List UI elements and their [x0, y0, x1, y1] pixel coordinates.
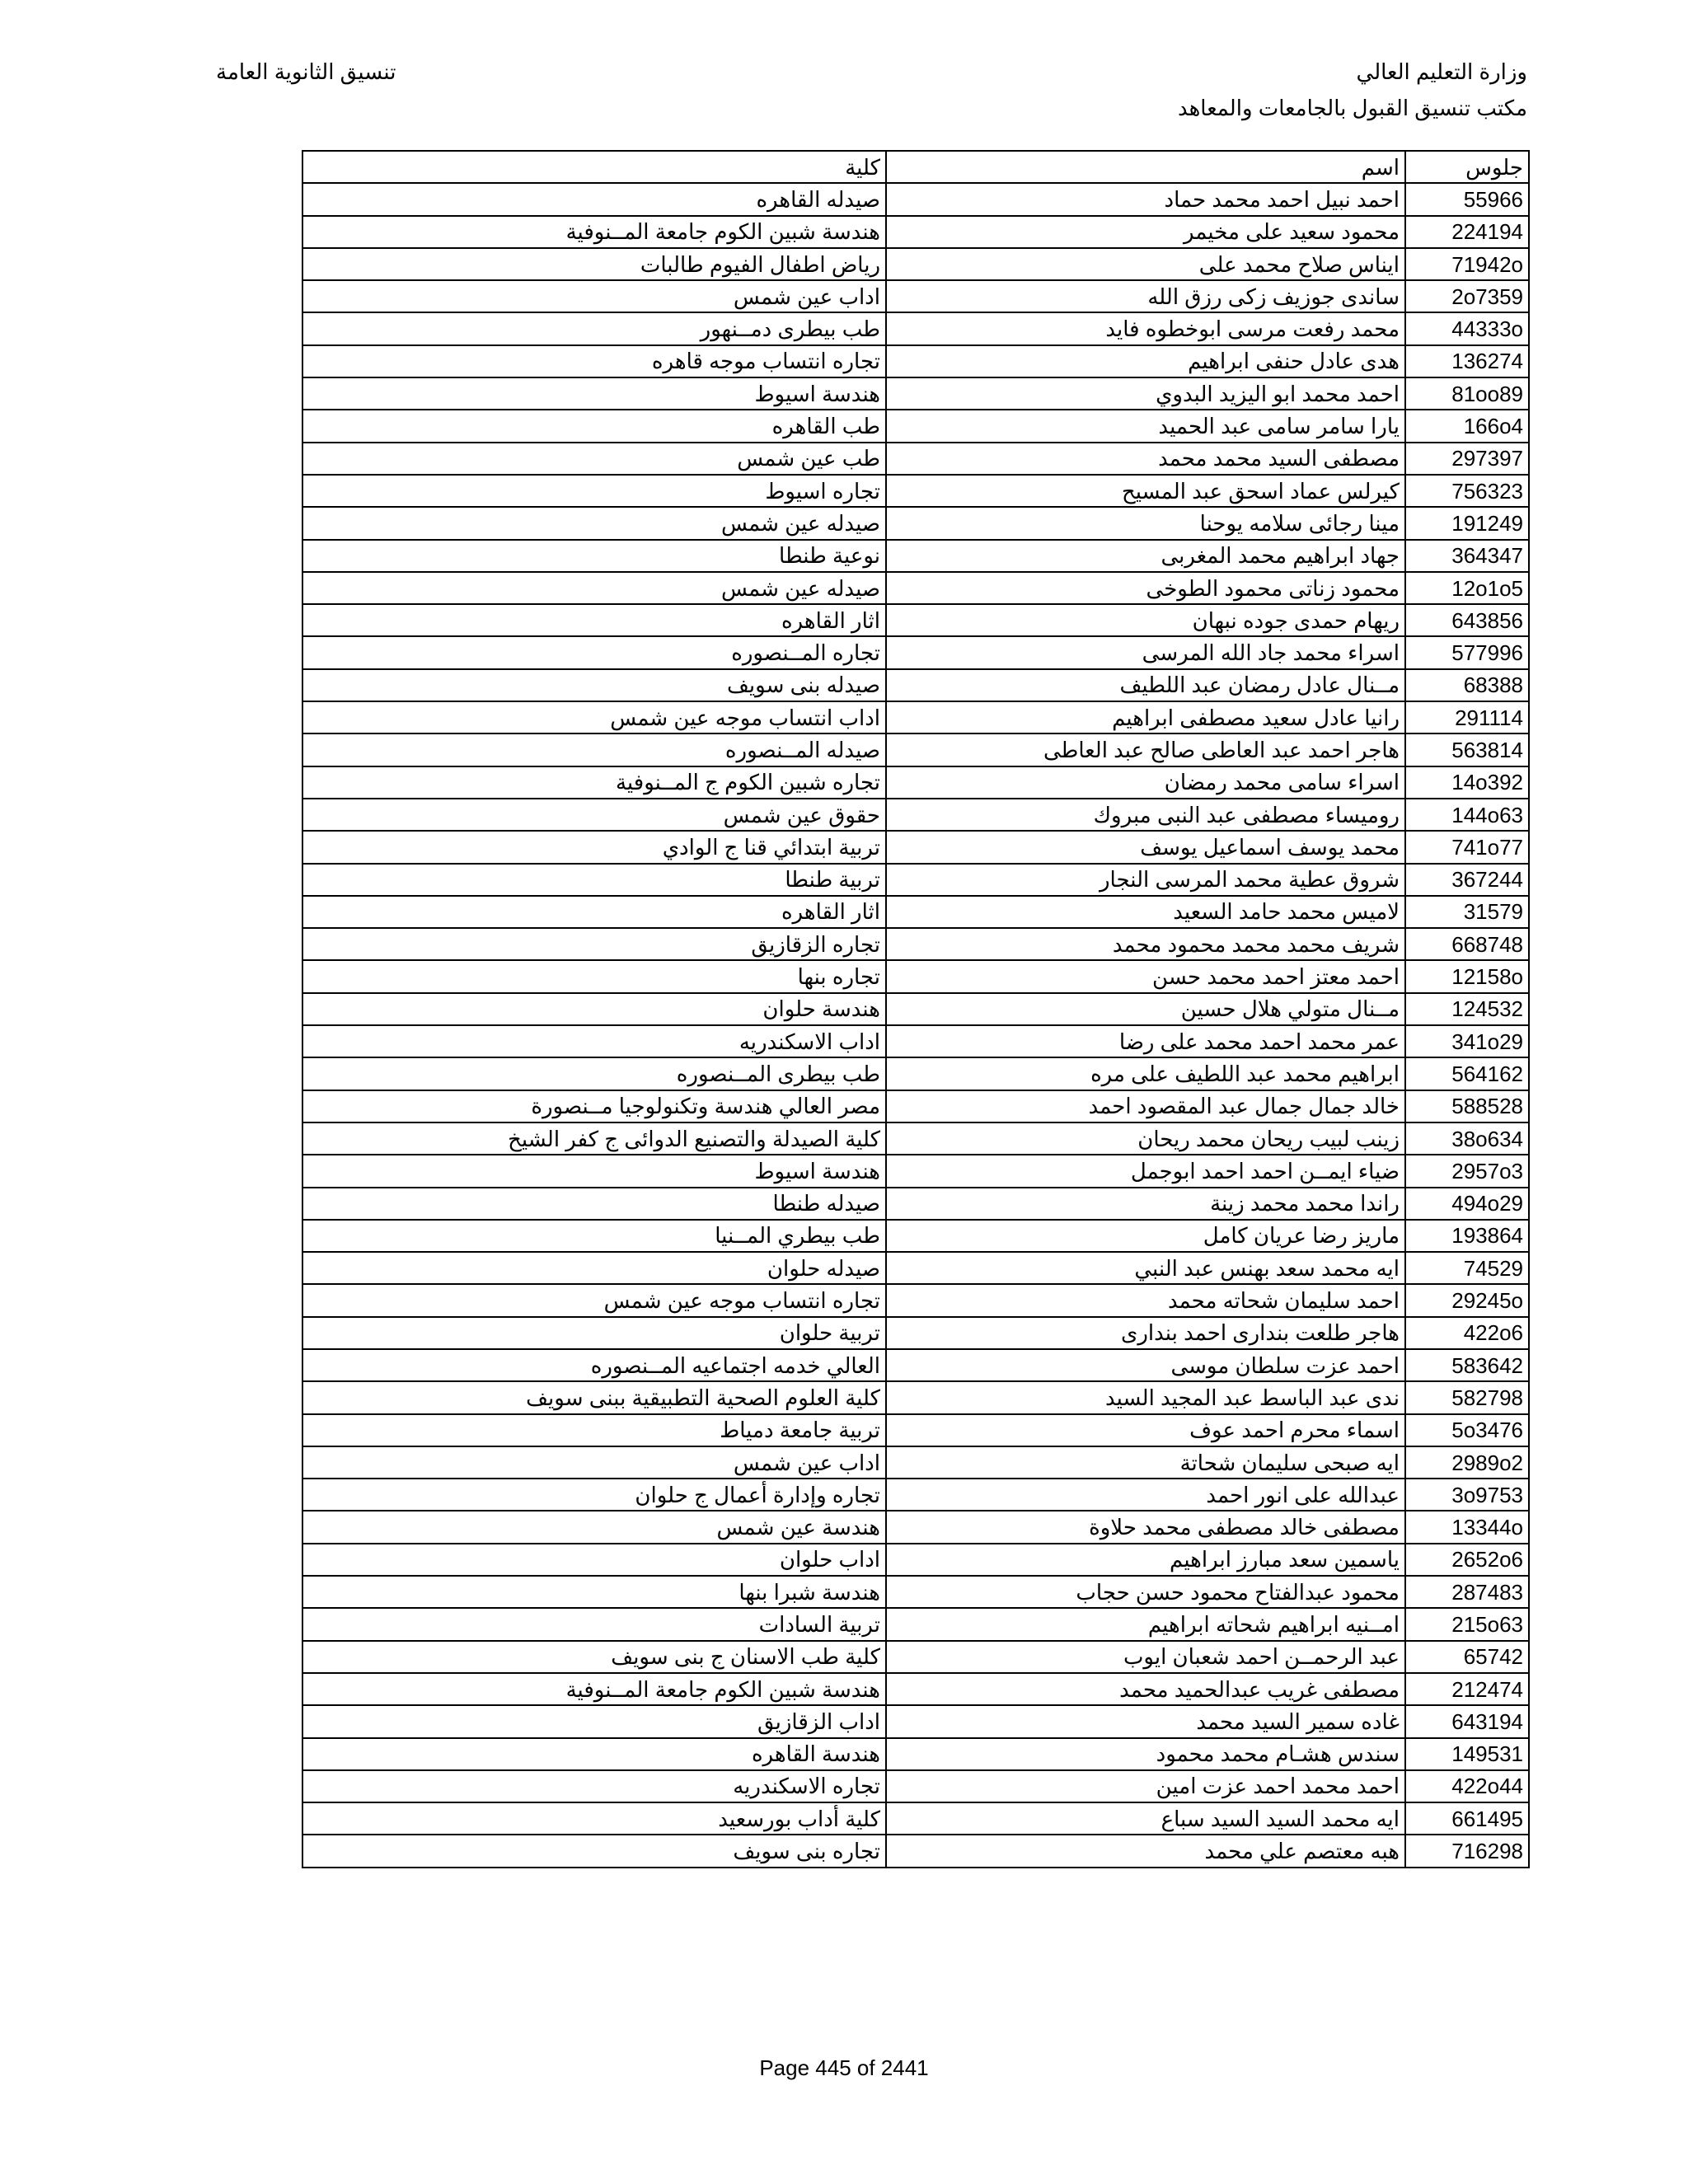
table-row	[302, 1381, 1529, 1413]
table-row	[302, 636, 1529, 668]
cell-student-name: احمد معتز احمد محمد حسن	[886, 960, 1405, 992]
cell-faculty: تربية طنطا	[302, 864, 886, 896]
cell-faculty: تجاره انتساب موجه عين شمس	[302, 1284, 886, 1316]
cell-faculty: مصر العالي هندسة وتكنولوجيا مــنصورة	[302, 1090, 886, 1122]
table-row	[302, 831, 1529, 863]
column-header-faculty: كلية	[302, 151, 886, 183]
cell-student-name: هبه معتصم علي محمد	[886, 1835, 1405, 1867]
cell-student-name: يارا سامر سامى عبد الحميد	[886, 410, 1405, 442]
cell-seat-number: 144o63	[1405, 799, 1529, 831]
cell-faculty: هندسة اسيوط	[302, 377, 886, 410]
cell-student-name: راندا محمد محمد زينة	[886, 1188, 1405, 1220]
cell-faculty: نوعية طنطا	[302, 540, 886, 572]
cell-faculty: هندسة عين شمس	[302, 1511, 886, 1543]
table-row	[302, 1155, 1529, 1187]
cell-student-name: محمود زناتى محمود الطوخى	[886, 572, 1405, 604]
cell-student-name: مــنال عادل رمضان عبد اللطيف	[886, 669, 1405, 701]
table-row	[302, 604, 1529, 636]
cell-faculty: هندسة حلوان	[302, 993, 886, 1025]
table-row	[302, 766, 1529, 799]
cell-seat-number: 44333o	[1405, 312, 1529, 344]
table-row	[302, 1252, 1529, 1284]
cell-faculty: كلية العلوم الصحية التطبيقية ببنى سويف	[302, 1381, 886, 1413]
cell-student-name: روميساء مصطفى عبد النبى مبروك	[886, 799, 1405, 831]
cell-faculty: هندسة اسيوط	[302, 1155, 886, 1187]
cell-student-name: محمد يوسف اسماعيل يوسف	[886, 831, 1405, 863]
cell-faculty: تربية حلوان	[302, 1317, 886, 1349]
cell-faculty: هندسة شبين الكوم جامعة المــنوفية	[302, 1673, 886, 1705]
cell-seat-number: 756323	[1405, 475, 1529, 507]
cell-seat-number: 212474	[1405, 1673, 1529, 1705]
table-row	[302, 1576, 1529, 1608]
cell-faculty: اثار القاهره	[302, 604, 886, 636]
cell-seat-number: 149531	[1405, 1738, 1529, 1770]
table-row	[302, 1770, 1529, 1802]
cell-student-name: احمد نبيل احمد محمد حماد	[886, 183, 1405, 215]
cell-seat-number: 191249	[1405, 507, 1529, 539]
table-row	[302, 1608, 1529, 1640]
cell-student-name: ايه محمد سعد بهنس عبد النبي	[886, 1252, 1405, 1284]
cell-faculty: تجاره المــنصوره	[302, 636, 886, 668]
cell-seat-number: 287483	[1405, 1576, 1529, 1608]
cell-faculty: صيدله عين شمس	[302, 572, 886, 604]
cell-student-name: غاده سمير السيد محمد	[886, 1705, 1405, 1737]
cell-faculty: تربية ابتدائي قنا ج الوادي	[302, 831, 886, 863]
cell-seat-number: 422o6	[1405, 1317, 1529, 1349]
cell-student-name: محمود عبدالفتاح محمود حسن حجاب	[886, 1576, 1405, 1608]
cell-faculty: تجاره اسيوط	[302, 475, 886, 507]
table-row	[302, 993, 1529, 1025]
table-row	[302, 540, 1529, 572]
cell-seat-number: 12158o	[1405, 960, 1529, 992]
cell-seat-number: 422o44	[1405, 1770, 1529, 1802]
cell-faculty: تجاره الزقازيق	[302, 928, 886, 960]
cell-student-name: ايناس صلاح محمد على	[886, 248, 1405, 280]
cell-student-name: مينا رجائى سلامه يوحنا	[886, 507, 1405, 539]
cell-faculty: اداب حلوان	[302, 1544, 886, 1576]
table-row	[302, 1673, 1529, 1705]
cell-faculty: صيدله القاهره	[302, 183, 886, 215]
table-row	[302, 1025, 1529, 1057]
cell-faculty: تجاره الاسكندريه	[302, 1770, 886, 1802]
cell-faculty: كلية أداب بورسعيد	[302, 1802, 886, 1835]
cell-student-name: عمر محمد احمد محمد على رضا	[886, 1025, 1405, 1057]
cell-seat-number: 367244	[1405, 864, 1529, 896]
cell-student-name: رانيا عادل سعيد مصطفى ابراهيم	[886, 701, 1405, 733]
cell-student-name: سندس هشـام محمد محمود	[886, 1738, 1405, 1770]
cell-seat-number: 494o29	[1405, 1188, 1529, 1220]
cell-student-name: ريهام حمدى جوده نبهان	[886, 604, 1405, 636]
table-row	[302, 1835, 1529, 1867]
table-row	[302, 1284, 1529, 1316]
cell-student-name: خالد جمال جمال عبد المقصود احمد	[886, 1090, 1405, 1122]
cell-faculty: تجاره بنى سويف	[302, 1835, 886, 1867]
table-row	[302, 896, 1529, 928]
cell-student-name: زينب لبيب ريحان محمد ريحان	[886, 1122, 1405, 1155]
cell-faculty: صيدله المــنصوره	[302, 733, 886, 766]
cell-student-name: ضياء ايمــن احمد احمد ابوجمل	[886, 1155, 1405, 1187]
cell-seat-number: 583642	[1405, 1349, 1529, 1381]
cell-student-name: عبدالله على انور احمد	[886, 1479, 1405, 1511]
cell-faculty: صيدله بنى سويف	[302, 669, 886, 701]
table-row	[302, 1738, 1529, 1770]
cell-seat-number: 124532	[1405, 993, 1529, 1025]
cell-student-name: مــنال متولي هلال حسين	[886, 993, 1405, 1025]
cell-faculty: تجاره شبين الكوم ج المــنوفية	[302, 766, 886, 799]
cell-seat-number: 716298	[1405, 1835, 1529, 1867]
cell-student-name: مصطفى السيد محمد محمد	[886, 443, 1405, 475]
cell-student-name: مصطفى غريب عبدالحميد محمد	[886, 1673, 1405, 1705]
cell-faculty: كلية الصيدلة والتصنيع الدوائى ج كفر الشيخ	[302, 1122, 886, 1155]
cell-seat-number: 31579	[1405, 896, 1529, 928]
cell-seat-number: 193864	[1405, 1220, 1529, 1252]
table-row	[302, 669, 1529, 701]
table-row	[302, 1090, 1529, 1122]
cell-student-name: ايه صبحى سليمان شحاتة	[886, 1446, 1405, 1479]
cell-student-name: هاجر احمد عبد العاطى صالح عبد العاطى	[886, 733, 1405, 766]
cell-student-name: اسماء محرم احمد عوف	[886, 1414, 1405, 1446]
cell-faculty: تربية جامعة دمياط	[302, 1414, 886, 1446]
cell-student-name: ماريز رضا عريان كامل	[886, 1220, 1405, 1252]
table-row	[302, 864, 1529, 896]
cell-seat-number: 588528	[1405, 1090, 1529, 1122]
cell-faculty: اداب عين شمس	[302, 1446, 886, 1479]
cell-seat-number: 136274	[1405, 345, 1529, 377]
cell-seat-number: 81oo89	[1405, 377, 1529, 410]
cell-seat-number: 166o4	[1405, 410, 1529, 442]
table-row	[302, 1446, 1529, 1479]
table-row	[302, 280, 1529, 312]
cell-seat-number: 29245o	[1405, 1284, 1529, 1316]
table-row	[302, 1349, 1529, 1381]
cell-student-name: مصطفى خالد مصطفى محمد حلاوة	[886, 1511, 1405, 1543]
cell-faculty: تجاره انتساب موجه قاهره	[302, 345, 886, 377]
cell-student-name: امــنيه ابراهيم شحاته ابراهيم	[886, 1608, 1405, 1640]
column-header-id: جلوس	[1405, 151, 1529, 183]
cell-seat-number: 224194	[1405, 216, 1529, 248]
table-row	[302, 443, 1529, 475]
cell-seat-number: 2o7359	[1405, 280, 1529, 312]
cell-seat-number: 74529	[1405, 1252, 1529, 1284]
cell-student-name: ساندى جوزيف زكى رزق الله	[886, 280, 1405, 312]
table-row	[302, 928, 1529, 960]
table-row	[302, 1705, 1529, 1737]
cell-student-name: احمد محمد احمد عزت امين	[886, 1770, 1405, 1802]
ministry-title: وزارة التعليم العالي	[1356, 59, 1527, 84]
cell-student-name: محمود سعيد على مخيمر	[886, 216, 1405, 248]
cell-student-name: اسراء سامى محمد رمضان	[886, 766, 1405, 799]
cell-student-name: محمد رفعت مرسى ابوخطوه فايد	[886, 312, 1405, 344]
cell-faculty: تجاره بنها	[302, 960, 886, 992]
table-row	[302, 312, 1529, 344]
column-header-name: اسم	[886, 151, 1405, 183]
table-row	[302, 1414, 1529, 1446]
cell-faculty: اداب الزقازيق	[302, 1705, 886, 1737]
cell-faculty: اداب عين شمس	[302, 280, 886, 312]
table-row	[302, 475, 1529, 507]
cell-student-name: عبد الرحمــن احمد شعبان ايوب	[886, 1641, 1405, 1673]
cell-seat-number: 71942o	[1405, 248, 1529, 280]
cell-seat-number: 364347	[1405, 540, 1529, 572]
cell-student-name: ياسمين سعد مبارز ابراهيم	[886, 1544, 1405, 1576]
cell-seat-number: 5o3476	[1405, 1414, 1529, 1446]
cell-seat-number: 643194	[1405, 1705, 1529, 1737]
cell-faculty: حقوق عين شمس	[302, 799, 886, 831]
cell-faculty: طب القاهره	[302, 410, 886, 442]
table-row	[302, 1188, 1529, 1220]
cell-seat-number: 2652o6	[1405, 1544, 1529, 1576]
table-row	[302, 345, 1529, 377]
table-row	[302, 507, 1529, 539]
results-table	[302, 150, 1530, 1868]
cell-seat-number: 13344o	[1405, 1511, 1529, 1543]
cell-seat-number: 297397	[1405, 443, 1529, 475]
cell-faculty: صيدله عين شمس	[302, 507, 886, 539]
table-row	[302, 216, 1529, 248]
cell-faculty: رياض اطفال الفيوم طالبات	[302, 248, 886, 280]
cell-student-name: شروق عطية محمد المرسى النجار	[886, 864, 1405, 896]
cell-student-name: شريف محمد محمد محمود محمد	[886, 928, 1405, 960]
cell-seat-number: 38o634	[1405, 1122, 1529, 1155]
table-row	[302, 183, 1529, 215]
cell-faculty: كلية طب الاسنان ج بنى سويف	[302, 1641, 886, 1673]
cell-student-name: ايه محمد السيد السيد سباع	[886, 1802, 1405, 1835]
cell-student-name: كيرلس عماد اسحق عبد المسيح	[886, 475, 1405, 507]
table-row	[302, 1802, 1529, 1835]
cell-seat-number: 741o77	[1405, 831, 1529, 863]
cell-faculty: العالي خدمه اجتماعيه المــنصوره	[302, 1349, 886, 1381]
cell-student-name: احمد محمد ابو اليزيد البدوي	[886, 377, 1405, 410]
cell-seat-number: 582798	[1405, 1381, 1529, 1413]
cell-seat-number: 564162	[1405, 1057, 1529, 1090]
cell-faculty: تجاره وإدارة أعمال ج حلوان	[302, 1479, 886, 1511]
page-number: Page 445 of 2441	[759, 2055, 929, 2080]
cell-faculty: صيدله طنطا	[302, 1188, 886, 1220]
table-row	[302, 1479, 1529, 1511]
cell-seat-number: 68388	[1405, 669, 1529, 701]
cell-faculty: صيدله حلوان	[302, 1252, 886, 1284]
cell-faculty: اثار القاهره	[302, 896, 886, 928]
cell-seat-number: 2989o2	[1405, 1446, 1529, 1479]
cell-seat-number: 55966	[1405, 183, 1529, 215]
cell-student-name: ابراهيم محمد عبد اللطيف على مره	[886, 1057, 1405, 1090]
cell-seat-number: 65742	[1405, 1641, 1529, 1673]
cell-faculty: هندسة شبرا بنها	[302, 1576, 886, 1608]
cell-seat-number: 14o392	[1405, 766, 1529, 799]
table-row	[302, 1057, 1529, 1090]
cell-faculty: اداب انتساب موجه عين شمس	[302, 701, 886, 733]
table-row	[302, 572, 1529, 604]
cell-seat-number: 668748	[1405, 928, 1529, 960]
table-row	[302, 701, 1529, 733]
cell-student-name: احمد سليمان شحاته محمد	[886, 1284, 1405, 1316]
cell-student-name: اسراء محمد جاد الله المرسى	[886, 636, 1405, 668]
table-row	[302, 733, 1529, 766]
table-row	[302, 377, 1529, 410]
cell-seat-number: 341o29	[1405, 1025, 1529, 1057]
cell-student-name: هدى عادل حنفى ابراهيم	[886, 345, 1405, 377]
cell-faculty: طب عين شمس	[302, 443, 886, 475]
cell-faculty: طب بيطرى دمــنهور	[302, 312, 886, 344]
cell-seat-number: 291114	[1405, 701, 1529, 733]
cell-seat-number: 12o1o5	[1405, 572, 1529, 604]
cell-faculty: اداب الاسكندريه	[302, 1025, 886, 1057]
cell-seat-number: 643856	[1405, 604, 1529, 636]
cell-faculty: هندسة القاهره	[302, 1738, 886, 1770]
table-row	[302, 1544, 1529, 1576]
cell-student-name: جهاد ابراهيم محمد المغربى	[886, 540, 1405, 572]
table-row	[302, 1220, 1529, 1252]
cell-seat-number: 2957o3	[1405, 1155, 1529, 1187]
cell-student-name: احمد عزت سلطان موسى	[886, 1349, 1405, 1381]
cell-seat-number: 661495	[1405, 1802, 1529, 1835]
cell-faculty: طب بيطري المــنيا	[302, 1220, 886, 1252]
cell-seat-number: 215o63	[1405, 1608, 1529, 1640]
table-row	[302, 248, 1529, 280]
table-row	[302, 1122, 1529, 1155]
table-row	[302, 799, 1529, 831]
table-row	[302, 1511, 1529, 1543]
cell-seat-number: 563814	[1405, 733, 1529, 766]
cell-seat-number: 577996	[1405, 636, 1529, 668]
cell-student-name: لاميس محمد حامد السعيد	[886, 896, 1405, 928]
table-row	[302, 1641, 1529, 1673]
office-title: مكتب تنسيق القبول بالجامعات والمعاهد	[1177, 96, 1527, 120]
cell-seat-number: 3o9753	[1405, 1479, 1529, 1511]
cell-faculty: طب بيطرى المــنصوره	[302, 1057, 886, 1090]
cell-faculty: تربية السادات	[302, 1608, 886, 1640]
cell-student-name: ندى عبد الباسط عبد المجيد السيد	[886, 1381, 1405, 1413]
cell-student-name: هاجر طلعت بندارى احمد بندارى	[886, 1317, 1405, 1349]
table-header-row	[302, 151, 1529, 183]
program-title: تنسيق الثانوية العامة	[216, 59, 396, 84]
table-row	[302, 960, 1529, 992]
table-row	[302, 410, 1529, 442]
table-row	[302, 1317, 1529, 1349]
cell-faculty: هندسة شبين الكوم جامعة المــنوفية	[302, 216, 886, 248]
